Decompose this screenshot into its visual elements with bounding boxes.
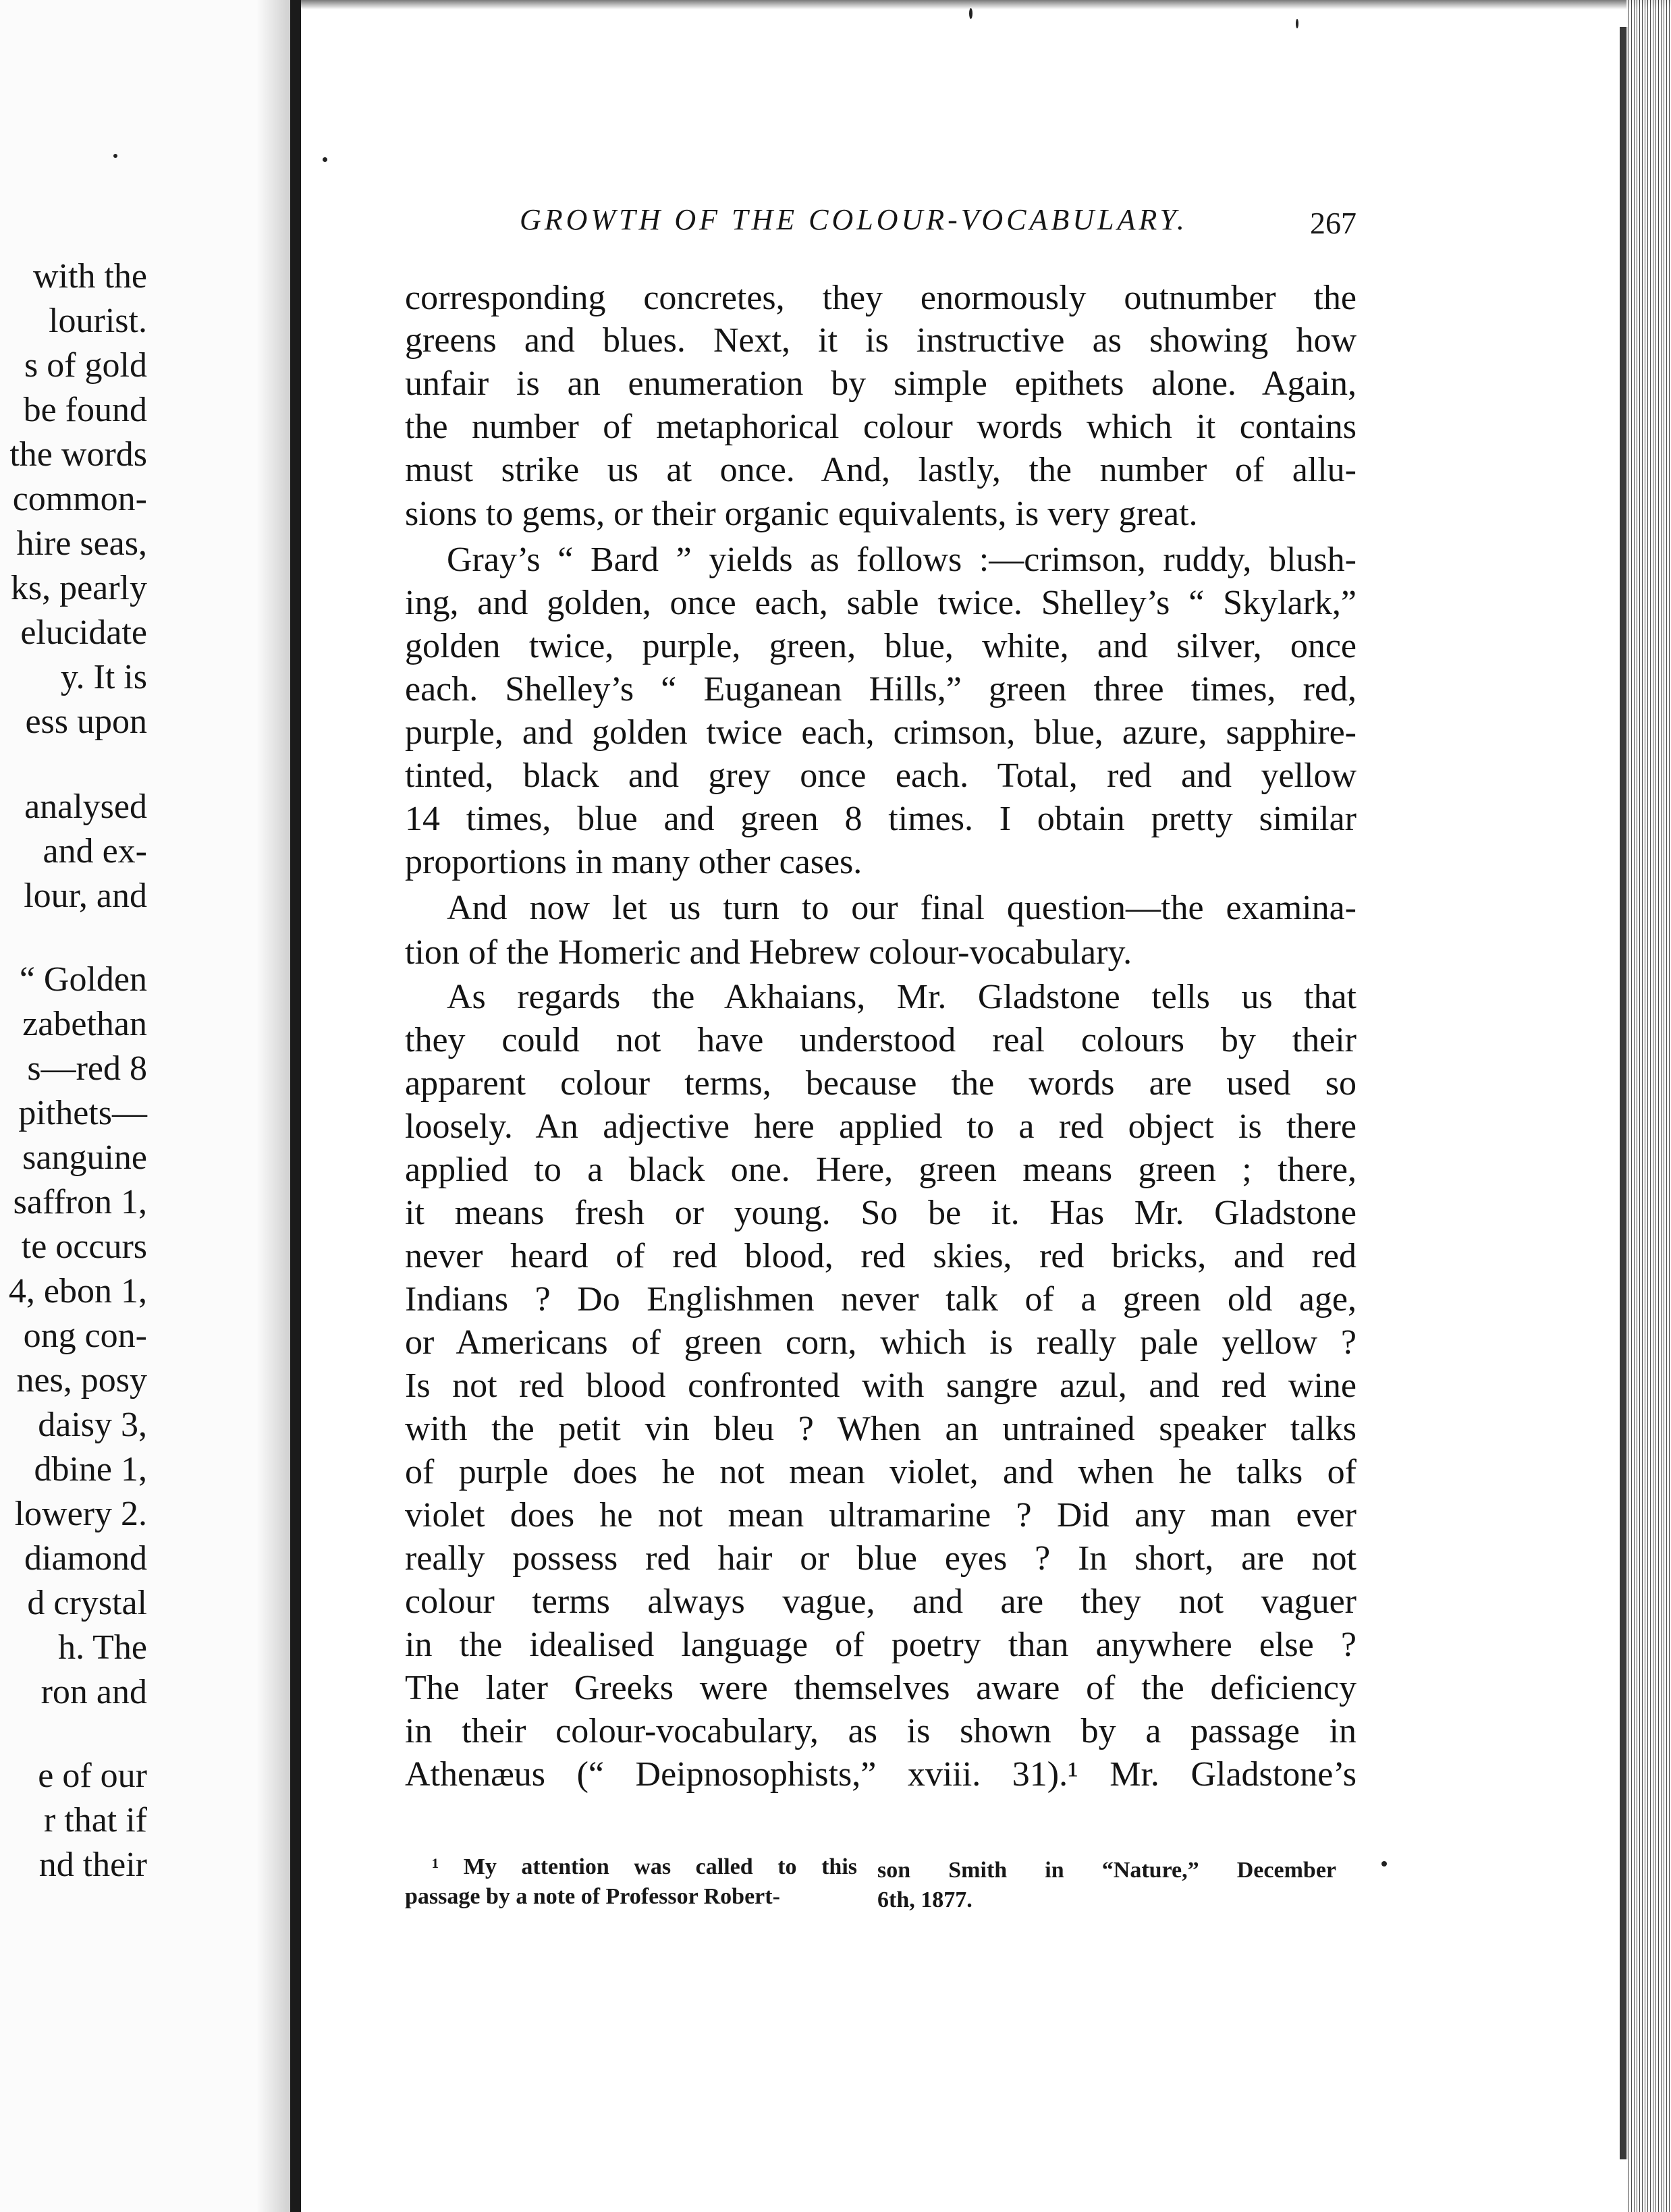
body-line: Is not red blood confronted with sangre azul, and red wine: [405, 1366, 1357, 1405]
left-page-line: common-: [12, 480, 147, 518]
body-line: ing, and golden, once each, sable twice. Shelley’s “ Skylark,”: [405, 584, 1357, 622]
left-page-line: h. The: [58, 1628, 147, 1667]
body-line: loosely. An adjective here applied to a red object is there: [405, 1107, 1357, 1146]
left-page-line: y. It is: [60, 658, 147, 696]
footnote-line: 6th, 1877.: [877, 1887, 973, 1912]
body-line: greens and blues. Next, it is instructive as showing how: [405, 321, 1357, 360]
scan-speck: [323, 157, 327, 162]
body-line: sions to gems, or their organic equivalents, is very great.: [405, 495, 1198, 533]
body-line: As regards the Akhaians, Mr. Gladstone tells us that: [447, 978, 1357, 1016]
left-page-line: e of our: [38, 1757, 147, 1795]
body-line: tinted, black and grey once each. Total, red and yellow: [405, 756, 1357, 795]
left-page-line: daisy 3,: [38, 1406, 147, 1444]
footnote-column-1: [405, 1852, 857, 1912]
body-line: 14 times, blue and green 8 times. I obtain pretty similar: [405, 800, 1357, 838]
body-line: the number of metaphorical colour words which it contains: [405, 408, 1357, 446]
body-line: The later Greeks were themselves aware of the deficiency: [405, 1669, 1357, 1707]
scan-speck: [113, 154, 117, 158]
body-line: of purple does he not mean violet, and when he talks of: [405, 1453, 1357, 1491]
body-line: Gray’s “ Bard ” yields as follows :—crimson, ruddy, blush-: [447, 541, 1357, 579]
footnote-column-2: [877, 1856, 1336, 1915]
left-page-line: lowery 2.: [14, 1495, 147, 1533]
body-line: it means fresh or young. So be it. Has Mr. Gladstone: [405, 1194, 1357, 1232]
footnote-line: son Smith in “Nature,” December: [877, 1858, 1336, 1883]
scan-speck: [1381, 1861, 1387, 1867]
body-line: violet does he not mean ultramarine ? Did any man ever: [405, 1496, 1357, 1534]
page-top-edge: [301, 0, 1671, 9]
book-gutter: [290, 0, 301, 2212]
page-stack-edge: [1626, 0, 1671, 2212]
left-page-line: diamond: [24, 1539, 147, 1578]
left-page-line: d crystal: [27, 1584, 147, 1622]
left-page-line: the words: [9, 435, 147, 474]
gutter-shadow: [256, 0, 292, 2212]
left-page-line: s of gold: [24, 346, 147, 385]
body-line: in the idealised language of poetry than anywhere else ?: [405, 1626, 1357, 1664]
chapter-running-title: GROWTH OF THE COLOUR-VOCABULARY.: [520, 203, 1188, 236]
body-line: or Americans of green corn, which is really pale yellow ?: [405, 1323, 1357, 1362]
body-line: golden twice, purple, green, blue, white, and silver, once: [405, 627, 1357, 665]
body-line: each. Shelley’s “ Euganean Hills,” green three times, red,: [405, 670, 1357, 709]
scan-speck: [1296, 19, 1298, 28]
footnote-line: passage by a note of Professor Robert-: [405, 1884, 780, 1909]
running-head: [520, 202, 1357, 250]
page-number: 267: [1310, 206, 1357, 240]
body-line: proportions in many other cases.: [405, 843, 862, 881]
footnote-line: ¹ My attention was called to this: [432, 1854, 857, 1879]
left-page-line: analysed: [24, 787, 147, 826]
left-page-line: te occurs: [21, 1227, 147, 1266]
left-page-line: nes, posy: [16, 1361, 147, 1400]
body-line: in their colour-vocabulary, as is shown by a passage in: [405, 1712, 1357, 1750]
body-line: they could not have understood real colours by their: [405, 1021, 1357, 1059]
left-page-line: nd their: [38, 1846, 147, 1884]
body-line: colour terms always vague, and are they not vaguer: [405, 1582, 1357, 1621]
left-page-line: dbine 1,: [34, 1450, 147, 1489]
left-page-line: be found: [23, 391, 147, 429]
body-line: never heard of red blood, red skies, red bricks, and red: [405, 1237, 1357, 1275]
left-page-line: pithets—: [18, 1094, 147, 1132]
body-line: Indians ? Do Englishmen never talk of a green old age,: [405, 1280, 1357, 1319]
body-line: must strike us at once. And, lastly, the number of allu-: [405, 451, 1357, 489]
body-line: with the petit vin bleu ? When an untrained speaker talks: [405, 1410, 1357, 1448]
left-page-line: lourist.: [49, 302, 147, 340]
left-page-line: elucidate: [20, 613, 147, 652]
left-page-line: lour, and: [24, 877, 147, 915]
left-page-line: ron and: [40, 1673, 147, 1711]
body-line: And now let us turn to our final question—the examina-: [447, 889, 1357, 927]
body-line: corresponding concretes, they enormously outnumber the: [405, 279, 1357, 317]
left-page-line: s—red 8: [27, 1049, 147, 1088]
body-line: tion of the Homeric and Hebrew colour-vocabulary.: [405, 933, 1132, 972]
left-page-line: with the: [33, 257, 147, 296]
body-line: applied to a black one. Here, green means green ; there,: [405, 1151, 1357, 1189]
left-page-line: “ Golden: [19, 960, 147, 999]
left-page-line: ong con-: [23, 1317, 147, 1355]
body-line: apparent colour terms, because the words are used so: [405, 1064, 1357, 1103]
left-page-fragment: [0, 0, 290, 2212]
body-line: unfair is an enumeration by simple epithets alone. Again,: [405, 364, 1357, 403]
left-page-line: r that if: [43, 1801, 147, 1840]
left-page-line: zabethan: [22, 1005, 147, 1043]
left-page-line: 4, ebon 1,: [8, 1272, 147, 1310]
left-page-line: ks, pearly: [10, 569, 147, 607]
body-line: purple, and golden twice each, crimson, blue, azure, sapphire-: [405, 713, 1357, 752]
left-page-line: ess upon: [25, 702, 147, 741]
left-page-line: sanguine: [22, 1138, 147, 1177]
left-page-line: hire seas,: [16, 524, 147, 563]
body-line: Athenæus (“ Deipnosophists,” xviii. 31).¹ Mr. Gladstone’s: [405, 1755, 1357, 1794]
scan-speck: [969, 8, 973, 19]
left-page-line: and ex-: [43, 832, 147, 870]
left-page-line: saffron 1,: [13, 1183, 147, 1221]
body-line: really possess red hair or blue eyes ? In short, are not: [405, 1539, 1357, 1578]
